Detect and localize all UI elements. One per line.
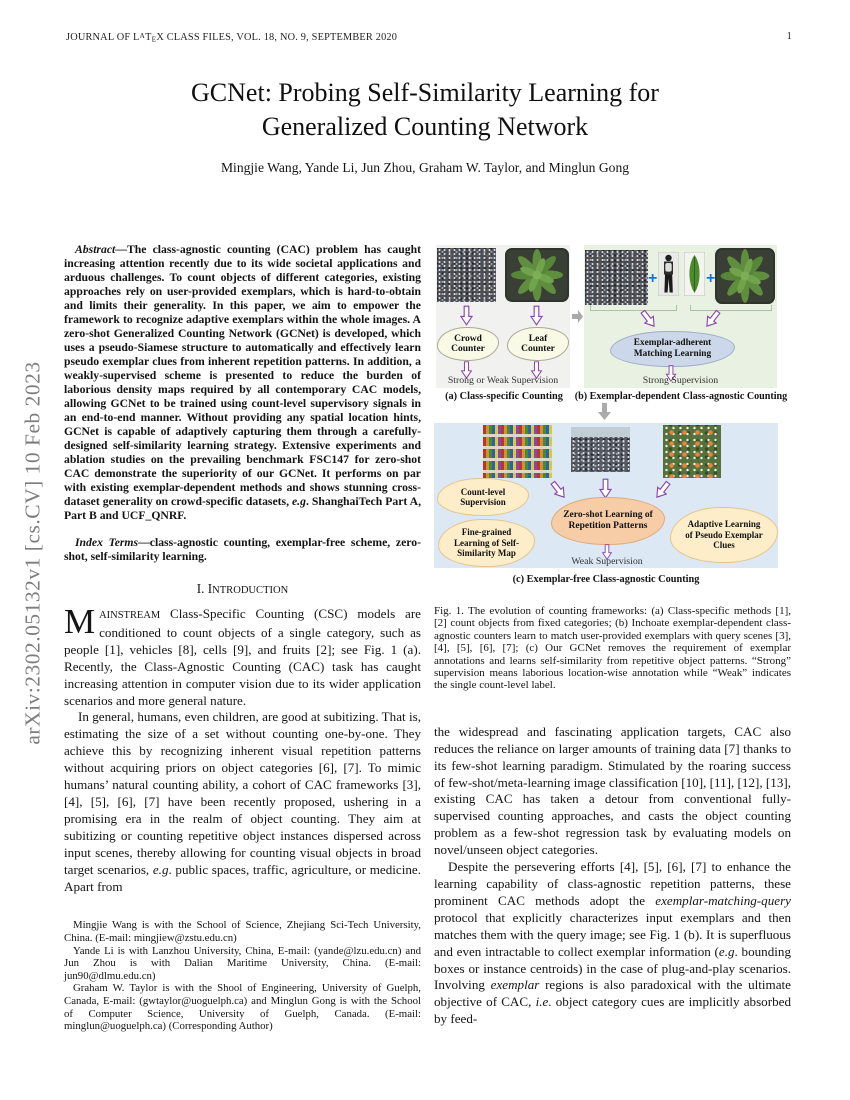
drop-cap: M bbox=[64, 602, 96, 641]
plant-rosette-graphic bbox=[715, 248, 775, 304]
intro-paragraph-1 bbox=[64, 602, 421, 709]
cloud-text: Crowd bbox=[454, 333, 482, 344]
down-arrow-icon bbox=[599, 478, 612, 499]
cloud-text: Zero-shot Learning of bbox=[563, 509, 653, 520]
down-arrow-icon bbox=[530, 305, 543, 326]
figure1-panel-c bbox=[434, 423, 778, 568]
count-level-supervision-cloud bbox=[437, 478, 529, 516]
journal-header: JOURNAL OF $L^ATEX$ CLASS FILES, VOL. 18, NO. 9, SEPTEMBER 2020 bbox=[66, 31, 398, 44]
supervision-label-c: Weak Supervision bbox=[571, 556, 643, 567]
cloud-text: Supervision bbox=[460, 497, 506, 507]
leaf-counter-cloud bbox=[507, 327, 569, 361]
author-footnotes bbox=[64, 919, 421, 1032]
exemplar-matching-cloud bbox=[610, 331, 735, 367]
figure1-panel-b bbox=[584, 245, 777, 388]
group-bracket-line bbox=[590, 305, 677, 311]
adaptive-learning-cloud bbox=[670, 507, 778, 563]
cloud-text: Matching Learning bbox=[633, 349, 712, 359]
crowd-counter-cloud bbox=[437, 327, 499, 361]
apple-tree-image bbox=[663, 425, 721, 478]
plant-rosette-graphic bbox=[505, 248, 569, 302]
right-paragraph-1: the widespread and fascinating application targets, CAC also reduces the reliance on larger amounts of training data [7] thanks to its few-shot learning paradigm. Stimulated by the roaring success of few-shot/meta-learning image classification [10], [11], [12], [13], existing CAC has taken a detour from conventional fully-supervised counting approaches, and casts the object counting problem as a few-shot regression task by evaluating models on novel/unseen object categories. bbox=[434, 723, 791, 858]
plant-image bbox=[505, 248, 569, 302]
right-column bbox=[434, 243, 791, 1028]
person-graphic bbox=[658, 252, 679, 296]
cloud-text: Counter bbox=[451, 344, 485, 354]
footnote-3: Graham W. Taylor is with the Shool of Engineering, University of Guelph, Canada, E-mail: (gwtaylor@uoguelph.ca) and Minglun Gong is with the School of Computer Science, University of Guelph, Canada. (E-mail: minglun@uoguelph.ca) (Corresponding Author) bbox=[64, 982, 421, 1033]
group-bracket-line bbox=[690, 305, 772, 311]
paper-title-line2: Generalized Counting Network bbox=[261, 112, 589, 141]
supervision-label-b: Strong Supervision bbox=[642, 375, 719, 386]
intro-paragraph-2: In general, humans, even children, are good at subitizing. That is, estimating the size of a set without counting one-by-one. They achieve this by recognizing inherent visual repetition patterns without acquiring priors on object categories [6], [7]. To mimic humans’ natural counting ability, a cohort of CAC frameworks [3], [4], [5], [6], [7] have been recently proposed, ushering in a promising era in the realm of object counting. They aim at subitizing or counting repetitive object instances dispersed across input scenes, thereby allowing for counting visual objects in broad target scenarios, e.g. public spaces, traffic, agriculture, or medicine. Apart from bbox=[64, 709, 421, 894]
figure1-panel-a bbox=[436, 245, 570, 388]
panel-b-caption: (b) Exemplar-dependent Class-agnostic Counting bbox=[574, 391, 788, 402]
cloud-text: Learning of Self- bbox=[454, 537, 519, 548]
figure-1 bbox=[434, 243, 791, 589]
zero-shot-learning-cloud bbox=[551, 497, 665, 545]
down-arrow-gray-icon bbox=[597, 402, 612, 420]
cloud-text: of Pseudo Exemplar bbox=[685, 529, 763, 540]
supervision-label-a: Strong or Weak Supervision bbox=[447, 375, 559, 386]
cloud-text: Counter bbox=[521, 344, 555, 354]
shelf-image bbox=[483, 425, 552, 478]
footnote-2: Yande Li is with Lanzhou University, China, E-mail: (yande@lzu.edu.cn) and Jun Zhou is with Dalian Maritime University, China. (E-mail: jun90@dlmu.edu.cn) bbox=[64, 944, 421, 982]
cloud-text: Similarity Map bbox=[457, 548, 516, 559]
cloud-text: Fine-grained bbox=[461, 527, 512, 538]
right-paragraph-2: Despite the persevering efforts [4], [5], [6], [7] to enhance the learning capability of class-agnostic repetition patterns, these prominent CAC methods adopt the exemplar-matching-query protocol that explicitly characterizes input exemplars and then matches them with the query image; see Fig. 1 (b). It is superfluous and even intractable to collect exemplar information (e.g. bounding boxes or instance centroids) in the case of plug-and-play scenarios. Involving exemplar regions is also paradoxical with the ultimate objective of CAC, i.e. object category cues are implicitly absorbed by feed- bbox=[434, 859, 791, 1027]
leaf-exemplar-image bbox=[684, 252, 705, 296]
figure-1-caption: Fig. 1. The evolution of counting frameworks: (a) Class-specific methods [1], [2] count objects from fixed categories; (b) Inchoate exemplar-dependent class-agnostic counters learn to match user-provided exemplars with query scenes [3], [4], [5], [6], [7]; (c) Our GCNet removes the requirement of exemplar annotations and learns self-similarity from repetitive object patterns. “Strong” supervision means laborious location-wise annotation while “Weak” indicates the single count-level label. bbox=[434, 605, 791, 692]
section-heading-introduction: I. INTRODUCTION bbox=[196, 581, 289, 596]
panel-a-caption: (a) Class-specific Counting bbox=[445, 391, 563, 402]
authors-line: Mingjie Wang, Yande Li, Jun Zhou, Graham W. Taylor, and Minglun Gong bbox=[220, 160, 630, 175]
plus-icon: + bbox=[648, 270, 658, 287]
person-exemplar-image bbox=[658, 252, 679, 296]
paper-title bbox=[0, 76, 850, 144]
index-terms: Index Terms—class-agnostic counting, exemplar-free scheme, zero-shot, self-similarity learning. bbox=[64, 536, 421, 563]
intro-paragraph-1-text: AINSTREAM Class-Specific Counting (CSC) models are conditioned to count objects of a single category, such as people [1], vehicles [8], cells [9], and fruits [2]; see Fig. 1 (a). Recently, the Class-Agnostic Counting (CAC) task has caught increasing attention in computer vision due to its wider application scenarios and more general nature. bbox=[64, 606, 421, 708]
crowd-image bbox=[437, 248, 496, 302]
panel-c-caption: (c) Exemplar-free Class-agnostic Counting bbox=[512, 574, 700, 585]
left-column bbox=[64, 243, 421, 1033]
abstract-paragraph: Abstract—The class-agnostic counting (CAC) problem has caught increasing attention recently due to its wide societal applications and arduous challenges. To count objects of different categories, existing approaches rely on user-provided exemplars, which is hard-to-obtain and limits their generality. In this paper, we aim to empower the framework to recognize adaptive exemplars within the whole images. A zero-shot Generalized Counting Network (GCNet) is developed, which uses a pseudo-Siamese structure to automatically and effectively learn pseudo exemplar clues from inherent repetition patterns. In addition, a weakly-supervised scheme is presented to reduce the burden of laborious density maps required by all contemporary CAC models, allowing GCNet to be trained using count-level supervisory signals in an end-to-end manner. Without providing any spatial location hints, GCNet is capable of adaptively capturing them through a carefully-designed self-similarity learning strategy. Extensive experiments and ablation studies on the prevailing benchmark FSC147 for zero-shot CAC demonstrate the superiority of our GCNet. It performs on par with existing exemplar-dependent methods and shows stunning cross-dataset generality on crowd-specific datasets, e.g. ShanghaiTech Part A, Part B and UCF_QNRF. bbox=[64, 243, 421, 522]
cloud-text: Adaptive Learning bbox=[687, 519, 761, 530]
plant-query-image bbox=[715, 248, 775, 304]
down-arrow-icon bbox=[460, 305, 473, 326]
leaf-graphic bbox=[684, 252, 705, 296]
cloud-text: Leaf bbox=[528, 333, 548, 344]
cloud-text: Clues bbox=[713, 540, 735, 551]
crowd-query-image bbox=[585, 250, 648, 305]
page-number: 1 bbox=[786, 31, 792, 42]
cloud-text: Exemplar-adherent bbox=[633, 338, 712, 348]
plus-icon: + bbox=[706, 270, 716, 287]
crowd-scene-image bbox=[571, 427, 630, 472]
down-right-arrow-icon bbox=[547, 478, 570, 502]
arxiv-watermark: arXiv:2302.05132v1 [cs.CV] 10 Feb 2023 bbox=[20, 361, 45, 745]
down-left-arrow-icon bbox=[651, 478, 674, 502]
right-arrow-icon bbox=[571, 309, 584, 324]
cloud-text: Count-level bbox=[460, 486, 506, 497]
cloud-text: Repetition Patterns bbox=[568, 521, 648, 531]
page-header bbox=[66, 31, 792, 44]
fine-grained-learning-cloud bbox=[438, 519, 535, 567]
paper-title-line1: GCNet: Probing Self-Similarity Learning for bbox=[191, 78, 659, 107]
footnote-1: Mingjie Wang is with the School of Science, Zhejiang Sci-Tech University, China. (E-mail: mingjiew@zstu.edu.cn) bbox=[64, 919, 421, 944]
